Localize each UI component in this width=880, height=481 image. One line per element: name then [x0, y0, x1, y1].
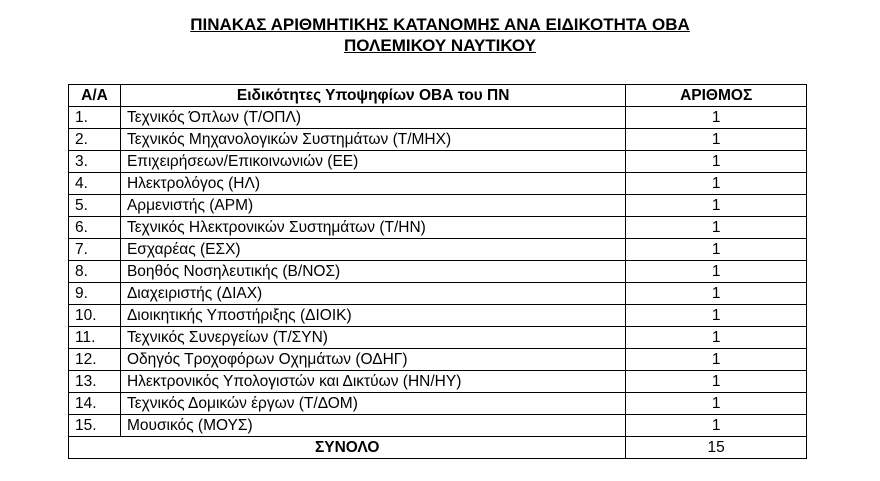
row-number: 2. — [69, 129, 121, 151]
table-row — [69, 349, 807, 371]
row-specialty: Τεχνικός Όπλων (Τ/ΟΠΛ) — [120, 107, 625, 129]
table-row — [69, 217, 807, 239]
row-count: 1 — [626, 415, 807, 437]
row-specialty: Οδηγός Τροχοφόρων Οχημάτων (ΟΔΗΓ) — [120, 349, 625, 371]
row-specialty: Διοικητικής Υποστήριξης (ΔΙΟΙΚ) — [120, 305, 625, 327]
row-number: 5. — [69, 195, 121, 217]
row-count: 1 — [626, 129, 807, 151]
table-row — [69, 327, 807, 349]
table-row — [69, 195, 807, 217]
row-number: 1. — [69, 107, 121, 129]
total-label: ΣΥΝΟΛΟ — [69, 437, 626, 459]
row-count: 1 — [626, 327, 807, 349]
row-specialty: Διαχειριστής (ΔΙΑΧ) — [120, 283, 625, 305]
table-row — [69, 371, 807, 393]
row-count: 1 — [626, 261, 807, 283]
header-specialty: Ειδικότητες Υποψηφίων ΟΒΑ του ΠΝ — [120, 85, 625, 107]
document-title — [0, 14, 880, 56]
row-count: 1 — [626, 217, 807, 239]
row-number: 10. — [69, 305, 121, 327]
row-number: 3. — [69, 151, 121, 173]
row-number: 14. — [69, 393, 121, 415]
table-row — [69, 107, 807, 129]
row-count: 1 — [626, 349, 807, 371]
row-number: 11. — [69, 327, 121, 349]
title-line-2: ΠΟΛΕΜΙΚΟΥ ΝΑΥΤΙΚΟΥ — [344, 36, 536, 55]
table-row — [69, 283, 807, 305]
row-number: 12. — [69, 349, 121, 371]
row-count: 1 — [626, 283, 807, 305]
title-line-1: ΠΙΝΑΚΑΣ ΑΡΙΘΜΗΤΙΚΗΣ ΚΑΤΑΝΟΜΗΣ ΑΝΑ ΕΙΔΙΚΟΤΗΤΑ ΟΒΑ — [190, 15, 690, 34]
table-row — [69, 151, 807, 173]
row-specialty: Τεχνικός Δομικών έργων (Τ/ΔΟΜ) — [120, 393, 625, 415]
row-specialty: Αρμενιστής (ΑΡΜ) — [120, 195, 625, 217]
row-specialty: Ηλεκτρονικός Υπολογιστών και Δικτύων (ΗΝ/ΗΥ) — [120, 371, 625, 393]
table-row — [69, 261, 807, 283]
table-row — [69, 393, 807, 415]
table-row — [69, 173, 807, 195]
table-total-row — [69, 437, 807, 459]
table-row — [69, 305, 807, 327]
row-number: 13. — [69, 371, 121, 393]
table-row — [69, 129, 807, 151]
row-count: 1 — [626, 173, 807, 195]
row-number: 9. — [69, 283, 121, 305]
row-number: 15. — [69, 415, 121, 437]
row-number: 6. — [69, 217, 121, 239]
row-number: 7. — [69, 239, 121, 261]
table-body — [69, 107, 807, 459]
row-number: 8. — [69, 261, 121, 283]
table-header-row — [69, 85, 807, 107]
row-count: 1 — [626, 239, 807, 261]
row-count: 1 — [626, 393, 807, 415]
header-aa: Α/Α — [69, 85, 121, 107]
row-specialty: Εσχαρέας (ΕΣΧ) — [120, 239, 625, 261]
row-specialty: Μουσικός (ΜΟΥΣ) — [120, 415, 625, 437]
total-value: 15 — [626, 437, 807, 459]
row-specialty: Τεχνικός Μηχανολογικών Συστημάτων (Τ/ΜΗΧ) — [120, 129, 625, 151]
table-row — [69, 415, 807, 437]
row-specialty: Ηλεκτρολόγος (ΗΛ) — [120, 173, 625, 195]
specialty-table — [68, 84, 807, 459]
row-count: 1 — [626, 305, 807, 327]
row-count: 1 — [626, 371, 807, 393]
row-specialty: Τεχνικός Ηλεκτρονικών Συστημάτων (Τ/ΗΝ) — [120, 217, 625, 239]
row-specialty: Επιχειρήσεων/Επικοινωνιών (ΕΕ) — [120, 151, 625, 173]
row-count: 1 — [626, 107, 807, 129]
table-row — [69, 239, 807, 261]
row-specialty: Βοηθός Νοσηλευτικής (Β/ΝΟΣ) — [120, 261, 625, 283]
row-specialty: Τεχνικός Συνεργείων (Τ/ΣΥΝ) — [120, 327, 625, 349]
row-number: 4. — [69, 173, 121, 195]
row-count: 1 — [626, 151, 807, 173]
header-count: ΑΡΙΘΜΟΣ — [626, 85, 807, 107]
row-count: 1 — [626, 195, 807, 217]
